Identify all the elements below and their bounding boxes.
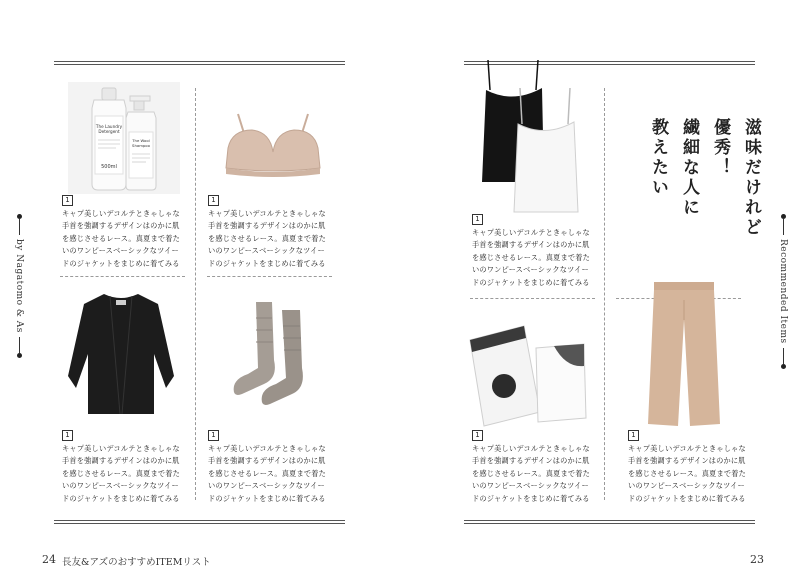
bra-image (218, 108, 328, 180)
bottle2-label-line1: The Wool (132, 138, 150, 143)
caption-line: ドのジャケットをまじめに着てみる (62, 493, 180, 503)
caption-line: を感じさせるレース。真夏まで着た (628, 468, 747, 478)
caption-line: 手首を強調するデザインはのかに肌 (472, 240, 590, 250)
footer-title: 長友&アズのおすすめITEMリスト (62, 557, 211, 568)
caption-line: を感じさせるレース。真夏まで着た (208, 468, 327, 478)
side-label-line (783, 348, 784, 364)
page-number: 23 (750, 553, 764, 566)
caption-line: を感じさせるレース。真夏まで着た (472, 468, 591, 478)
caption-line: ドのジャケットをまじめに着てみる (628, 493, 746, 503)
caption-line: 手首を強調するデザインはのかに肌 (62, 221, 180, 231)
item-caption (208, 443, 326, 505)
side-label-line (19, 219, 20, 235)
caption-line: 手首を強調するデザインはのかに肌 (62, 456, 180, 466)
item-caption (208, 208, 326, 270)
side-label-dot (17, 353, 22, 358)
booklet-image (466, 322, 588, 428)
caption-line: を感じさせるレース。真夏まで着た (208, 233, 327, 243)
bottom-rule (54, 520, 345, 524)
caption-line: ドのジャケットをまじめに着てみる (208, 258, 326, 268)
caption-line: を感じさせるレース。真夏まで着た (62, 468, 181, 478)
heading (646, 118, 764, 238)
caption-line: キャプ美しいデコルテときゃしゃな (208, 209, 326, 218)
item-caption (472, 443, 590, 505)
item-number: 1 (472, 430, 483, 441)
bottle1-volume: 500ml (101, 164, 117, 170)
caption-line: いのワンピースベーシックなツイー (472, 265, 589, 275)
item-caption (628, 443, 746, 505)
bottom-rule (464, 520, 755, 524)
caption-line: キャプ美しいデコルテときゃしゃな (62, 444, 180, 453)
caption-line: ドのジャケットをまじめに着てみる (472, 493, 590, 503)
item-number: 1 (208, 430, 219, 441)
detergent-bottles-image (68, 82, 180, 194)
item-caption (472, 227, 590, 289)
divider-vertical (195, 88, 196, 500)
caption-line: いのワンピースベーシックなツイー (628, 481, 745, 491)
caption-line: キャプ美しいデコルテときゃしゃな (62, 209, 180, 218)
caption-line: 手首を強調するデザインはのかに肌 (628, 456, 746, 466)
caption-line: 手首を強調するデザインはのかに肌 (472, 456, 590, 466)
socks-image (228, 298, 320, 410)
side-label-dot (781, 364, 786, 369)
side-label-line (19, 337, 20, 353)
caption-line: 手首を強調するデザインはのかに肌 (208, 221, 326, 231)
caption-line: いのワンピースベーシックなツイー (62, 481, 179, 491)
caption-line: を感じさせるレース。真夏まで着た (472, 252, 591, 262)
heading-line: 繊細な人に (679, 118, 699, 218)
right-page (400, 0, 800, 587)
caption-line: キャプ美しいデコルテときゃしゃな (208, 444, 326, 453)
side-label-text: Recommended Items (778, 239, 788, 344)
caption-line: ドのジャケットをまじめに着てみる (472, 277, 590, 287)
page-number: 24 (42, 553, 56, 566)
bottle1-label-line1: The Laundry (95, 124, 123, 129)
divider-horizontal (470, 298, 595, 299)
caption-line: いのワンピースベーシックなツイー (62, 246, 179, 256)
caption-line: キャプ美しいデコルテときゃしゃな (472, 228, 590, 237)
divider-horizontal (60, 276, 185, 277)
heading-line: 滋味だけれど (741, 118, 761, 238)
top-rule (54, 61, 345, 65)
caption-line: いのワンピースベーシックなツイー (472, 481, 589, 491)
item-number: 1 (208, 195, 219, 206)
camisoles-image (480, 58, 580, 218)
cardigan-image (62, 290, 180, 420)
heading-line: 教えたい (648, 118, 668, 198)
pants-image (646, 280, 722, 430)
side-label-line (783, 219, 784, 235)
item-caption (62, 443, 180, 505)
caption-line: を感じさせるレース。真夏まで着た (62, 233, 181, 243)
side-label (14, 214, 24, 358)
side-label (778, 214, 788, 369)
item-number: 1 (472, 214, 483, 225)
caption-line: ドのジャケットをまじめに着てみる (62, 258, 180, 268)
item-caption (62, 208, 180, 270)
caption-line: キャプ美しいデコルテときゃしゃな (472, 444, 590, 453)
heading-line: 優秀！ (710, 118, 730, 178)
bottle1-label-line2: Detergent (98, 129, 120, 134)
caption-line: キャプ美しいデコルテときゃしゃな (628, 444, 746, 453)
bottle2-label-line2: Shampoo (132, 143, 150, 148)
item-number: 1 (62, 430, 73, 441)
caption-line: 手首を強調するデザインはのかに肌 (208, 456, 326, 466)
divider-horizontal (207, 276, 332, 277)
side-label-text: by Nagatomo & As (14, 239, 24, 333)
caption-line: いのワンピースベーシックなツイー (208, 246, 325, 256)
caption-line: ドのジャケットをまじめに着てみる (208, 493, 326, 503)
item-number: 1 (628, 430, 639, 441)
caption-line: いのワンピースベーシックなツイー (208, 481, 325, 491)
item-number: 1 (62, 195, 73, 206)
divider-vertical (604, 88, 605, 500)
